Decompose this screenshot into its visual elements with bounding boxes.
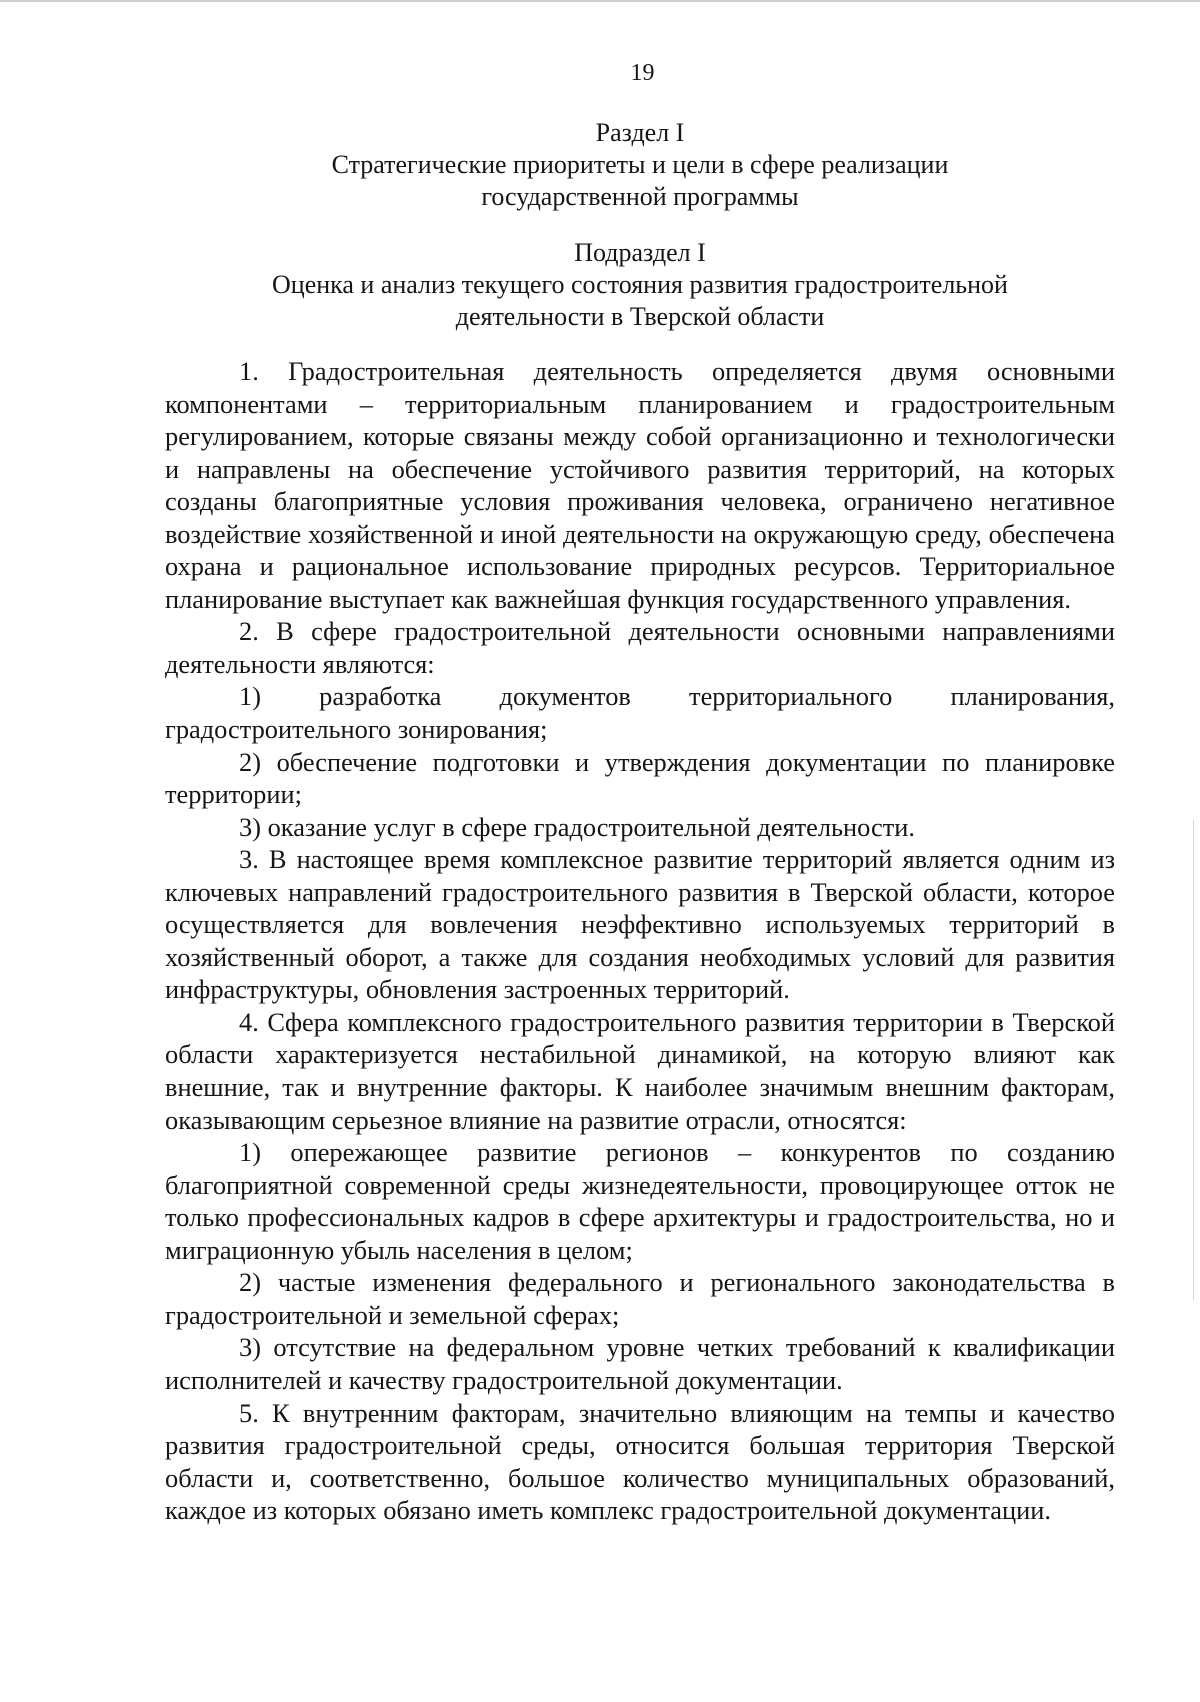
section-subtitle-line: государственной программы [481,182,799,211]
list-item: 1) разработка документов территориального планирования, градостроительного зонирования; [165,681,1115,745]
list-item: 2) частые изменения федерального и регионального законодательства в градостроительной и земельной сферах; [165,1267,1115,1330]
section-title: Раздел I [595,118,685,147]
subsection-subtitle-line: деятельности в Тверской области [455,302,825,331]
scan-edge-top [0,0,1200,2]
page-number: 19 [630,60,655,86]
subsection-subtitle-line: Оценка и анализ текущего состояния развития градостроительной [272,270,1008,299]
section-subtitle-line: Стратегические приоритеты и цели в сфере реализации [331,150,949,179]
subsection-heading [160,237,1120,333]
paragraph: 4. Сфера комплексного градостроительного развития территории в Тверской области характеризуется нестабильной динамикой, на которую влияют как внешние, так и внутренние факторы. К наиболее значимым внешним факторам, оказывающим серьезное влияние на развитие отрасли, относятся: [165,1006,1115,1135]
list-item: 2) обеспечение подготовки и утверждения документации по планировке территории; [165,746,1115,810]
list-item: 1) опережающее развитие регионов – конкурентов по созданию благоприятной современной среды жизнедеятельности, провоцирующее отток не только профессиональных кадров в сфере архитектуры и градостроительства, но и миграционную убыль населения в целом; [165,1137,1115,1265]
scan-edge-right [1193,820,1194,1300]
document-body [165,355,1115,1527]
paragraph: 1. Градостроительная деятельность определяется двумя основными компонентами – территориальным планированием и градостроительным регулированием, которые связаны между собой организационно и технологически и направлены на обеспечение устойчивого развития территорий, на которых созданы благоприятные условия проживания человека, ограничено негативное воздействие хозяйственной и иной деятельности на окружающую среду, обеспечена охрана и рациональное использование природных ресурсов. Территориальное планирование выступает как важнейшая функция государственного управления. [165,356,1115,614]
subsection-title: Подраздел I [574,238,706,267]
list-item: 3) отсутствие на федеральном уровне четких требований к квалификации исполнителей и качеству градостроительной документации. [165,1332,1115,1395]
paragraph: 5. К внутренним факторам, значительно влияющим на темпы и качество развития градостроительной среды, относится большая территория Тверской области и, соответственно, большое количество муниципальных образований, каждое из которых обязано иметь комплекс градостроительной документации. [165,1397,1115,1526]
paragraph: 3. В настоящее время комплексное развитие территорий является одним из ключевых направлений градостроительного развития в Тверской области, которое осуществляется для вовлечения неэффективно используемых территорий в хозяйственный оборот, а также для создания необходимых условий для развития инфраструктуры, обновления застроенных территорий. [165,844,1115,1005]
list-item: 3) оказание услуг в сфере градостроительной деятельности. [239,811,915,842]
paragraph: 2. В сфере градостроительной деятельности основными направлениями деятельности являются: [165,616,1115,679]
section-heading [160,117,1120,213]
